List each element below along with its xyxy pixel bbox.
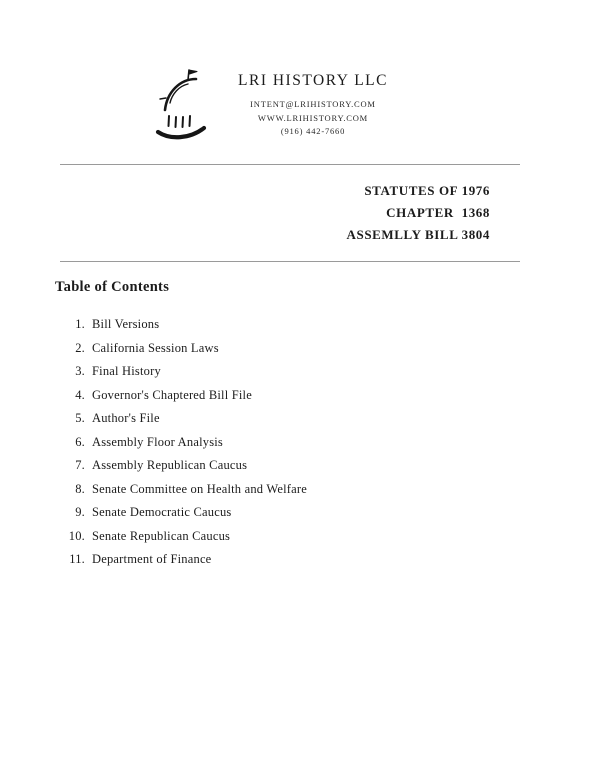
toc-item-number: 8.	[75, 481, 85, 496]
toc-item-label: Author's File	[92, 411, 160, 425]
company-website: WWW.LRIHISTORY.COM	[257, 112, 369, 123]
statutes-block	[0, 180, 600, 246]
toc-item-label: Senate Republican Caucus	[92, 528, 231, 543]
toc-item-label: Bill Versions	[92, 317, 160, 331]
chapter-number: CHAPTER 1368	[386, 205, 490, 220]
toc-item	[0, 407, 600, 431]
toc-item-number: 6.	[75, 434, 85, 449]
toc-item	[0, 501, 600, 525]
divider-top	[60, 164, 520, 165]
toc-item-label: Senate Committee on Health and Welfare	[92, 481, 307, 496]
toc-item-number: 11.	[69, 552, 85, 566]
toc-item-label: Assembly Republican Caucus	[92, 458, 248, 472]
toc-item-label: Department of Finance	[92, 552, 212, 566]
toc-item	[0, 525, 600, 549]
divider-middle	[60, 261, 520, 262]
company-phone: (916) 442-7660	[280, 126, 346, 136]
toc-item-number: 4.	[75, 387, 85, 402]
toc-list	[0, 313, 600, 572]
toc-item-number: 9.	[75, 505, 85, 519]
letterhead-text	[238, 64, 388, 139]
toc-item-number: 7.	[75, 458, 85, 472]
capitol-dome-logo-icon	[152, 66, 216, 142]
toc-item-label: Senate Democratic Caucus	[92, 505, 232, 519]
toc-item	[0, 431, 600, 455]
toc-item	[0, 548, 600, 572]
toc-item-label: Governor's Chaptered Bill File	[92, 387, 252, 402]
toc-item-number: 3.	[75, 364, 85, 378]
company-email: INTENT@LRIHISTORY.COM	[250, 99, 376, 109]
assembly-bill-number: ASSEMLLY BILL 3804	[346, 227, 490, 242]
toc-title: Table of Contents	[55, 279, 170, 295]
toc-item	[0, 313, 600, 337]
toc-item-number: 2.	[75, 340, 85, 355]
toc-item-label: California Session Laws	[92, 340, 219, 355]
toc-item-label: Assembly Floor Analysis	[92, 434, 223, 449]
toc-item	[0, 360, 600, 384]
toc-item-label: Final History	[92, 364, 161, 378]
toc-item	[0, 454, 600, 478]
toc-item	[0, 384, 600, 408]
toc-item	[0, 337, 600, 361]
toc-item	[0, 478, 600, 502]
statutes-of-year: STATUTES OF 1976	[364, 183, 490, 198]
toc-item-number: 10.	[68, 528, 85, 543]
toc-item-number: 5.	[75, 411, 85, 425]
company-name: LRI HISTORY LLC	[238, 72, 388, 89]
toc-item-number: 1.	[75, 317, 85, 331]
letterhead	[0, 0, 540, 142]
